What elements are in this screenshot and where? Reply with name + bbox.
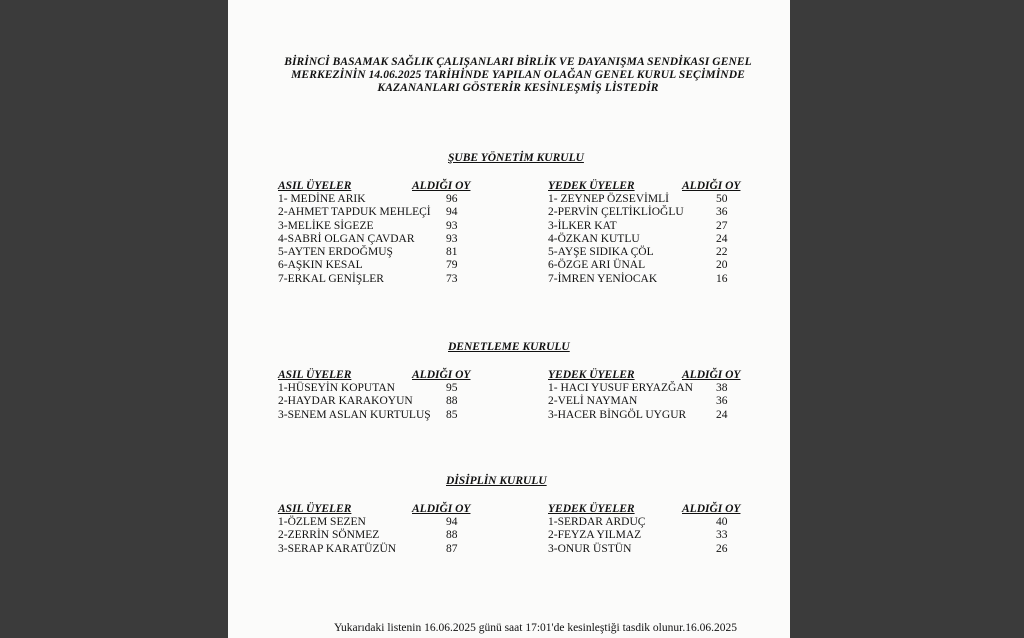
member-vote: 73	[446, 272, 458, 285]
member-vote: 94	[446, 516, 458, 528]
member-name: 5-AYTEN ERDOĞMUŞ	[278, 246, 393, 259]
column-header-vote: ALDIĞI OY	[412, 503, 471, 515]
member-name: 1-ÖZLEM SEZEN	[278, 516, 366, 528]
member-name: 1-SERDAR ARDUÇ	[548, 516, 646, 528]
section-heading-denetleme: DENETLEME KURULU	[448, 341, 570, 353]
section-heading-disiplin: DİSİPLİN KURULU	[446, 475, 547, 487]
member-name: 3-SERAP KARATÜZÜN	[278, 542, 397, 555]
document-page	[228, 0, 790, 638]
member-name: 3-MELİKE SİGEZE	[278, 219, 374, 232]
member-vote: 40	[716, 516, 728, 528]
member-vote: 87	[446, 542, 458, 555]
member-vote: 81	[446, 246, 458, 259]
list-item	[278, 273, 470, 286]
list-item	[548, 220, 740, 233]
list-item	[548, 516, 740, 529]
list-item	[548, 259, 740, 272]
left-dark-border	[0, 0, 228, 638]
member-name: 6-ÖZGE ARI ÜNAL	[548, 259, 646, 272]
member-vote: 95	[446, 382, 458, 394]
list-item	[548, 193, 740, 206]
list-item	[278, 409, 470, 422]
member-name: 7-ERKAL GENİŞLER	[278, 272, 384, 285]
member-name: 2-VELİ NAYMAN	[548, 395, 638, 408]
member-vote: 36	[716, 206, 728, 219]
member-name: 3-SENEM ASLAN KURTULUŞ	[278, 408, 431, 421]
member-vote: 96	[446, 193, 458, 205]
list-item	[548, 382, 740, 395]
denetleme-asil-uyeler-list	[278, 369, 470, 422]
list-item	[278, 220, 470, 233]
column-header-name: ASIL ÜYELER	[278, 369, 352, 381]
member-vote: 94	[446, 206, 458, 219]
list-item	[548, 273, 740, 286]
member-name: 3-HACER BİNGÖL UYGUR	[548, 408, 687, 421]
member-name: 3-İLKER KAT	[548, 219, 617, 232]
list-item	[548, 529, 740, 542]
section-heading-sube-yonetim: ŞUBE YÖNETİM KURULU	[448, 152, 584, 164]
member-name: 5-AYŞE SIDIKA ÇÖL	[548, 246, 654, 259]
column-header-name: ASIL ÜYELER	[278, 180, 352, 192]
member-vote: 38	[716, 382, 728, 394]
member-name: 2-ZERRİN SÖNMEZ	[278, 529, 380, 542]
list-item	[278, 543, 470, 556]
member-vote: 85	[446, 408, 458, 421]
member-name: 4-SABRİ OLGAN ÇAVDAR	[278, 232, 415, 245]
member-name: 2-FEYZA YILMAZ	[548, 529, 642, 542]
column-header-vote: ALDIĞI OY	[412, 369, 471, 381]
denetleme-yedek-uyeler-list	[548, 369, 740, 422]
list-item	[278, 193, 470, 206]
column-header-vote: ALDIĞI OY	[682, 503, 741, 515]
list-item	[548, 409, 740, 422]
list-item	[548, 233, 740, 246]
title-line-3: KAZANANLARI GÖSTERİR KESİNLEŞMİŞ LİSTEDİR	[377, 82, 659, 94]
member-vote: 79	[446, 259, 458, 272]
document-title	[258, 56, 778, 95]
member-name: 1-HÜSEYİN KOPUTAN	[278, 382, 395, 394]
member-vote: 50	[716, 193, 728, 205]
list-item	[548, 543, 740, 556]
member-name: 4-ÖZKAN KUTLU	[548, 232, 640, 245]
list-item	[278, 529, 470, 542]
list-item	[278, 259, 470, 272]
sube-yedek-uyeler-list	[548, 180, 740, 286]
member-vote: 16	[716, 272, 728, 285]
column-header-vote: ALDIĞI OY	[412, 180, 471, 192]
member-name: 2-PERVİN ÇELTİKLİOĞLU	[548, 206, 684, 219]
column-header-name: YEDEK ÜYELER	[548, 369, 635, 381]
member-name: 1- ZEYNEP ÖZSEVİMLİ	[548, 193, 669, 205]
list-item	[278, 206, 470, 219]
member-vote: 20	[716, 259, 728, 272]
column-header-name: YEDEK ÜYELER	[548, 180, 635, 192]
member-vote: 36	[716, 395, 728, 408]
member-vote: 93	[446, 232, 458, 245]
member-name: 3-ONUR ÜSTÜN	[548, 542, 632, 555]
member-vote: 88	[446, 529, 458, 542]
certification-note: Yukarıdaki listenin 16.06.2025 günü saat 17:01'de kesinleştiği tasdik olunur.16.06.2025	[334, 622, 737, 634]
member-name: 6-AŞKIN KESAL	[278, 259, 363, 272]
list-item	[278, 395, 470, 408]
member-name: 2-HAYDAR KARAKOYUN	[278, 395, 413, 408]
member-vote: 88	[446, 395, 458, 408]
list-item	[278, 233, 470, 246]
member-vote: 93	[446, 219, 458, 232]
list-item	[278, 382, 470, 395]
title-line-1: BİRİNCİ BASAMAK SAĞLIK ÇALIŞANLARI BİRLİK VE DAYANIŞMA SENDİKASI GENEL	[284, 56, 752, 68]
column-header-name: ASIL ÜYELER	[278, 503, 352, 515]
list-item	[548, 206, 740, 219]
member-vote: 24	[716, 408, 728, 421]
member-vote: 33	[716, 529, 728, 542]
title-line-2: MERKEZİNİN 14.06.2025 TARİHİNDE YAPILAN OLAĞAN GENEL KURUL SEÇİMİNDE	[291, 69, 745, 81]
member-name: 7-İMREN YENİOCAK	[548, 272, 658, 285]
list-item	[548, 246, 740, 259]
list-item	[278, 516, 470, 529]
member-vote: 26	[716, 542, 728, 555]
member-vote: 22	[716, 246, 728, 259]
disiplin-yedek-uyeler-list	[548, 503, 740, 556]
disiplin-asil-uyeler-list	[278, 503, 470, 556]
column-header-name: YEDEK ÜYELER	[548, 503, 635, 515]
member-vote: 24	[716, 232, 728, 245]
member-name: 1- MEDİNE ARIK	[278, 193, 366, 205]
member-vote: 27	[716, 219, 728, 232]
sube-asil-uyeler-list	[278, 180, 470, 286]
list-item	[278, 246, 470, 259]
right-dark-border	[790, 0, 1024, 638]
column-header-vote: ALDIĞI OY	[682, 180, 741, 192]
member-name: 1- HACI YUSUF ERYAZĞAN	[548, 382, 693, 394]
member-name: 2-AHMET TAPDUK MEHLEÇİ	[278, 206, 431, 219]
list-item	[548, 395, 740, 408]
column-header-vote: ALDIĞI OY	[682, 369, 741, 381]
